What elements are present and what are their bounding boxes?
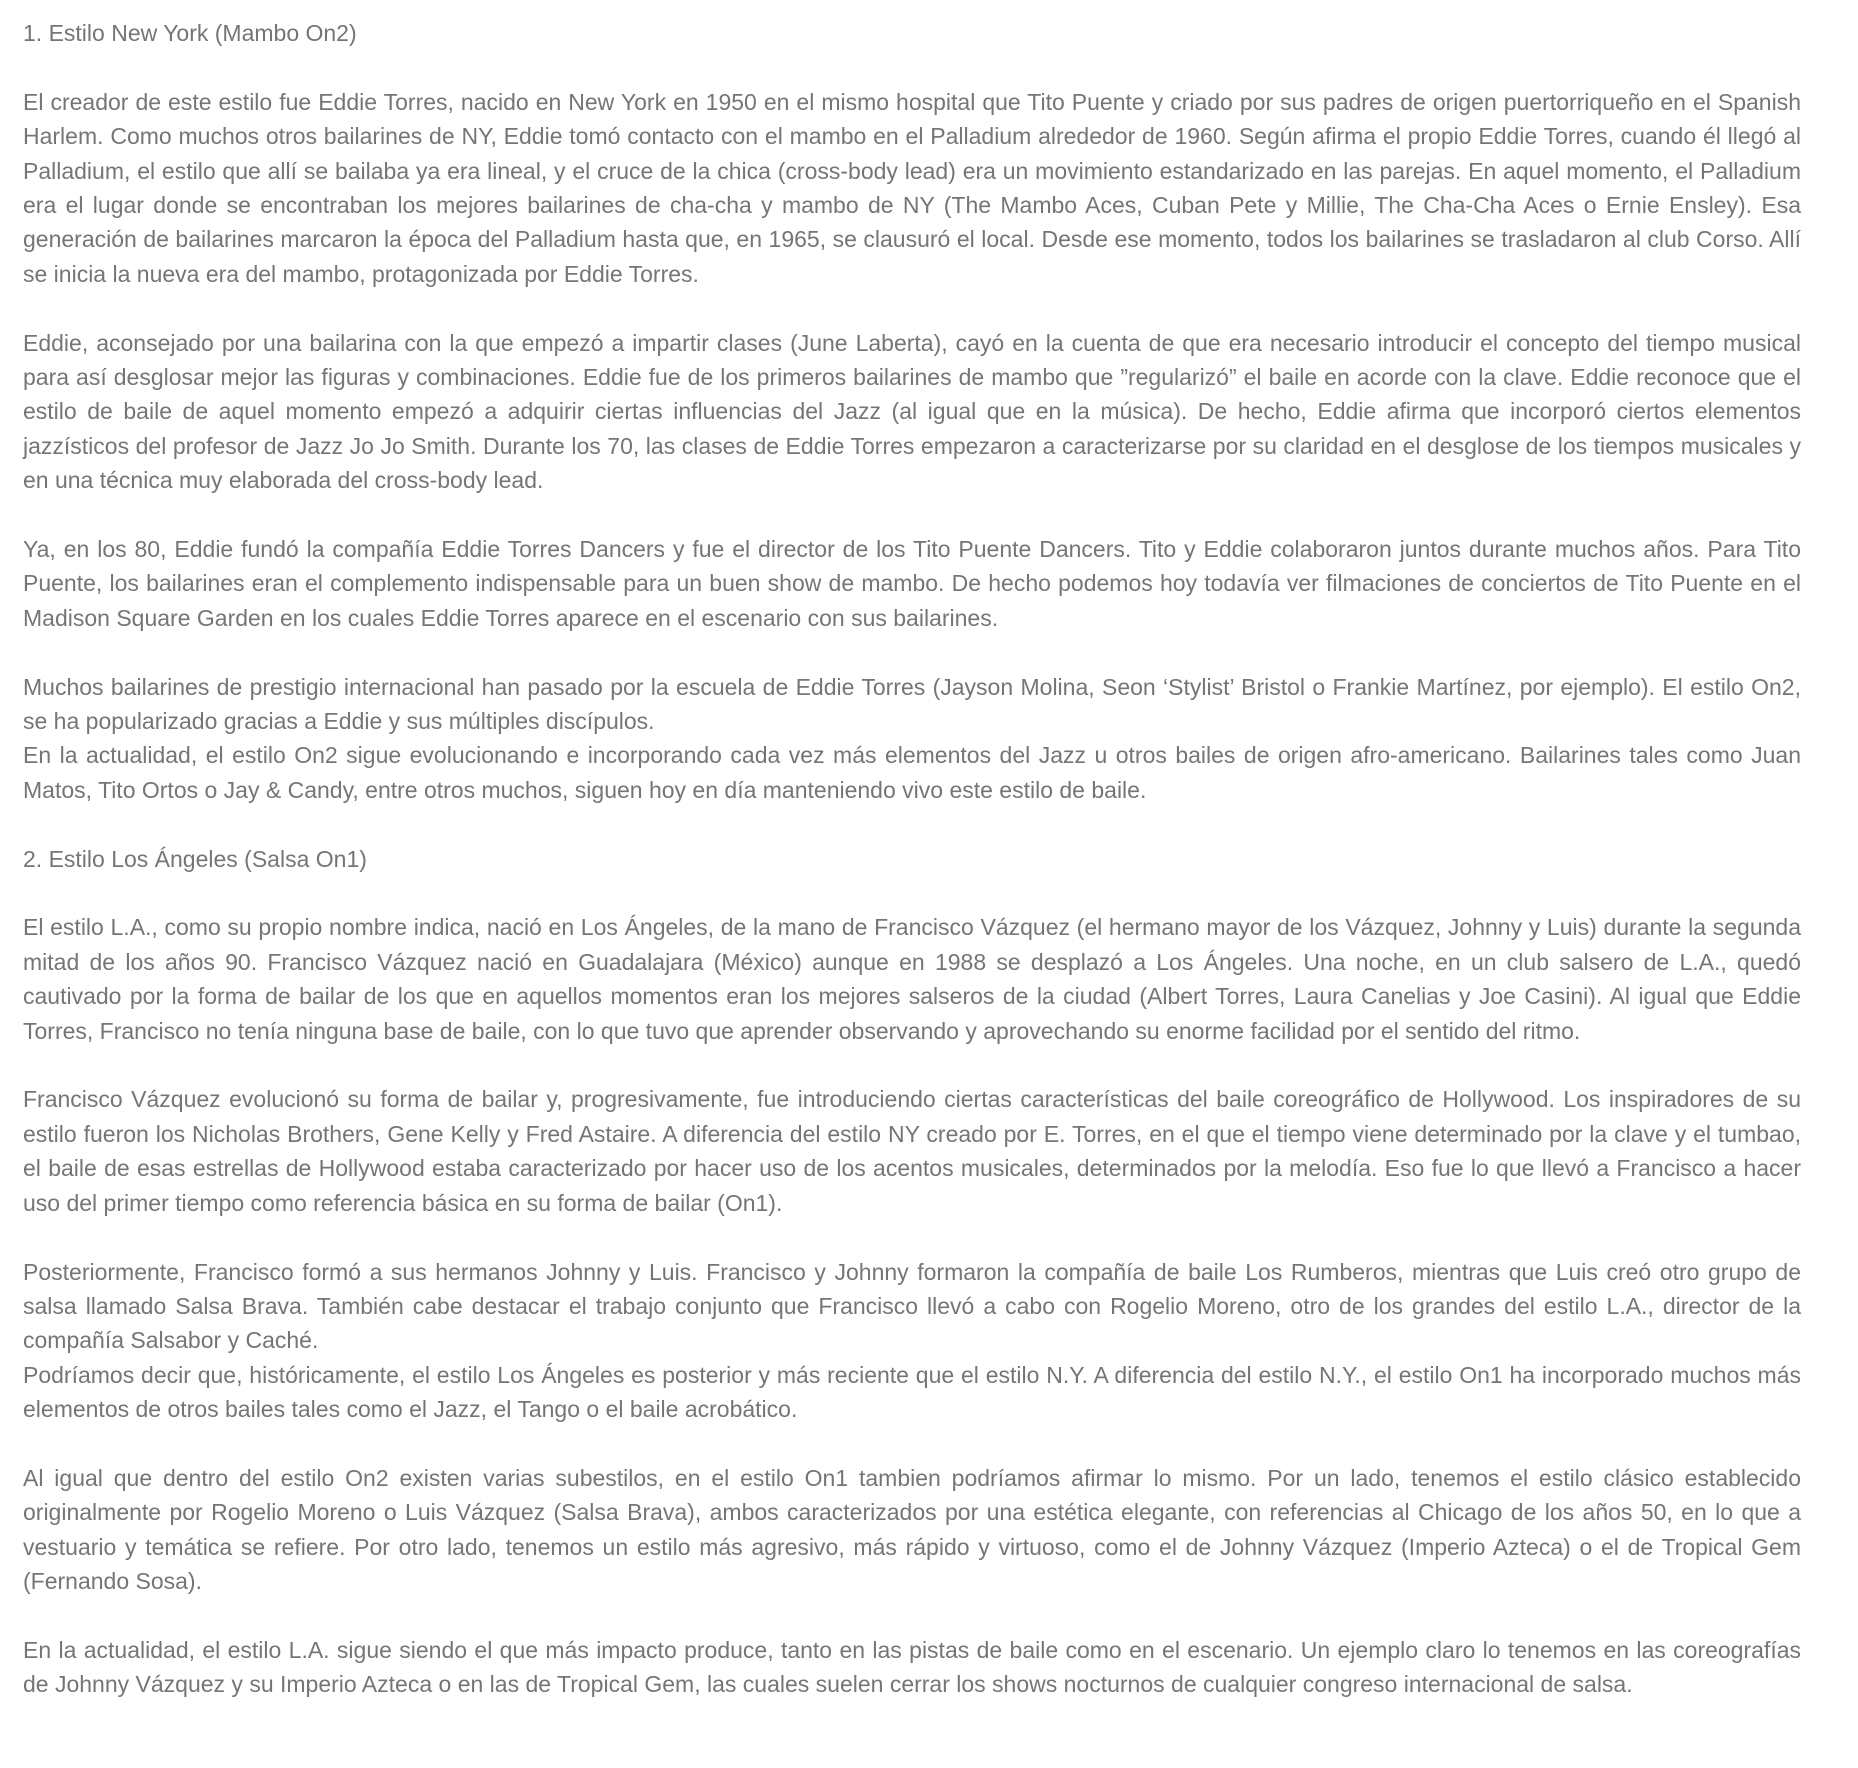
paragraph: En la actualidad, el estilo On2 sigue evolucionando e incorporando cada vez más elementos del Jazz u otros bailes de origen afro-americano. Bailarines tales como Juan Matos, Tito Ortos o Jay & Candy, entre otros muchos, siguen hoy en día manteniendo vivo este estilo de baile. bbox=[23, 742, 1801, 803]
paragraph: El creador de este estilo fue Eddie Torres, nacido en New York en 1950 en el mismo hospital que Tito Puente y criado por sus padres de origen puertorriqueño en el Spanish Harlem. Como muchos otros bailarines de NY, Eddie tomó contacto con el mambo en el Palladium alrededor de 1960. Según afirma el propio Eddie Torres, cuando él llegó al Palladium, el estilo que allí se bailaba ya era lineal, y el cruce de la chica (cross-body lead) era un movimiento estandarizado en las parejas. En aquel momento, el Palladium era el lugar donde se encontraban los mejores bailarines de cha-cha y mambo de NY (The Mambo Aces, Cuban Pete y Millie, The Cha-Cha Aces o Ernie Ensley). Esa generación de bailarines marcaron la época del Palladium hasta que, en 1965, se clausuró el local. Desde ese momento, todos los bailarines se trasladaron al club Corso. Allí se inicia la nueva era del mambo, protagonizada por Eddie Torres. bbox=[23, 88, 1801, 287]
paragraph: Al igual que dentro del estilo On2 existen varias subestilos, en el estilo On1 tambien podríamos afirmar lo mismo. Por un lado, tenemos el estilo clásico establecido originalmente por Rogelio Moreno o Luis Vázquez (Salsa Brava), ambos caracterizados por una estética elegante, con referencias al Chicago de los años 50, en lo que a vestuario y temática se refiere. Por otro lado, tenemos un estilo más agresivo, más rápido y virtuoso, como el de Johnny Vázquez (Imperio Azteca) o el de Tropical Gem (Fernando Sosa). bbox=[23, 1464, 1801, 1595]
paragraph: El estilo L.A., como su propio nombre indica, nació en Los Ángeles, de la mano de Francisco Vázquez (el hermano mayor de los Vázquez, Johnny y Luis) durante la segunda mitad de los años 90. Francisco Vázquez nació en Guadalajara (México) aunque en 1988 se desplazó a Los Ángeles. Una noche, en un club salsero de L.A., quedó cautivado por la forma de bailar de los que en aquellos momentos eran los mejores salseros de la ciudad (Albert Torres, Laura Canelias y Joe Casini). Al igual que Eddie Torres, Francisco no tenía ninguna base de baile, con lo que tuvo que aprender observando y aprovechando su enorme facilidad por el sentido del ritmo. bbox=[23, 914, 1801, 1044]
paragraph: En la actualidad, el estilo L.A. sigue siendo el que más impacto produce, tanto en las pistas de baile como en el escenario. Un ejemplo claro lo tenemos en las coreografías de Johnny Vázquez y su Imperio Azteca o en las de Tropical Gem, las cuales suelen cerrar los shows nocturnos de cualquier congreso internacional de salsa. bbox=[23, 1636, 1801, 1698]
paragraph: Muchos bailarines de prestigio internacional han pasado por la escuela de Eddie Torres (Jayson Molina, Seon ‘Stylist’ Bristol o Frankie Martínez, por ejemplo). El estilo On2, se ha popularizado gracias a Eddie y sus múltiples discípulos. bbox=[23, 673, 1801, 735]
paragraph: Posteriormente, Francisco formó a sus hermanos Johnny y Luis. Francisco y Johnny formaron la compañía de baile Los Rumberos, mientras que Luis creó otro grupo de salsa llamado Salsa Brava. También cabe destacar el trabajo conjunto que Francisco llevó a cabo con Rogelio Moreno, otro de los grandes del estilo L.A., director de la compañía Salsabor y Caché. bbox=[23, 1258, 1801, 1354]
paragraph: Podríamos decir que, históricamente, el estilo Los Ángeles es posterior y más reciente que el estilo N.Y. A diferencia del estilo N.Y., el estilo On1 ha incorporado muchos más elementos de otros bailes tales como el Jazz, el Tango o el baile acrobático. bbox=[23, 1361, 1801, 1423]
paragraph: Eddie, aconsejado por una bailarina con la que empezó a impartir clases (June Laberta), cayó en la cuenta de que era necesario introducir el concepto del tiempo musical para así desglosar mejor las figuras y combinaciones. Eddie fue de los primeros bailarines de mambo que ”regularizó” el baile en acorde con la clave. Eddie reconoce que el estilo de baile de aquel momento empezó a adquirir ciertas influencias del Jazz (al igual que en la música). De hecho, Eddie afirma que incorporó ciertos elementos jazzísticos del profesor de Jazz Jo Jo Smith. Durante los 70, las clases de Eddie Torres empezaron a caracterizarse por su claridad en el desglose de los tiempos musicales y en una técnica muy elaborada del cross-body lead. bbox=[23, 329, 1801, 494]
section-heading-los-angeles: 2. Estilo Los Ángeles (Salsa On1) bbox=[23, 845, 367, 872]
section-heading-new-york: 1. Estilo New York (Mambo On2) bbox=[23, 20, 357, 46]
paragraph: Francisco Vázquez evolucionó su forma de bailar y, progresivamente, fue introduciendo ciertas características del baile coreográfico de Hollywood. Los inspiradores de su estilo fueron los Nicholas Brothers, Gene Kelly y Fred Astaire. A diferencia del estilo NY creado por E. Torres, en el que el tiempo viene determinado por la clave y el tumbao, el baile de esas estrellas de Hollywood estaba caracterizado por hacer uso de los acentos musicales, determinados por la melodía. Eso fue lo que llevó a Francisco a hacer uso del primer tiempo como referencia básica en su forma de bailar (On1). bbox=[23, 1086, 1801, 1216]
paragraph: Ya, en los 80, Eddie fundó la compañía Eddie Torres Dancers y fue el director de los Tito Puente Dancers. Tito y Eddie colaboraron juntos durante muchos años. Para Tito Puente, los bailarines eran el complemento indispensable para un buen show de mambo. De hecho podemos hoy todavía ver filmaciones de conciertos de Tito Puente en el Madison Square Garden en los cuales Eddie Torres aparece en el escenario con sus bailarines. bbox=[23, 536, 1801, 631]
